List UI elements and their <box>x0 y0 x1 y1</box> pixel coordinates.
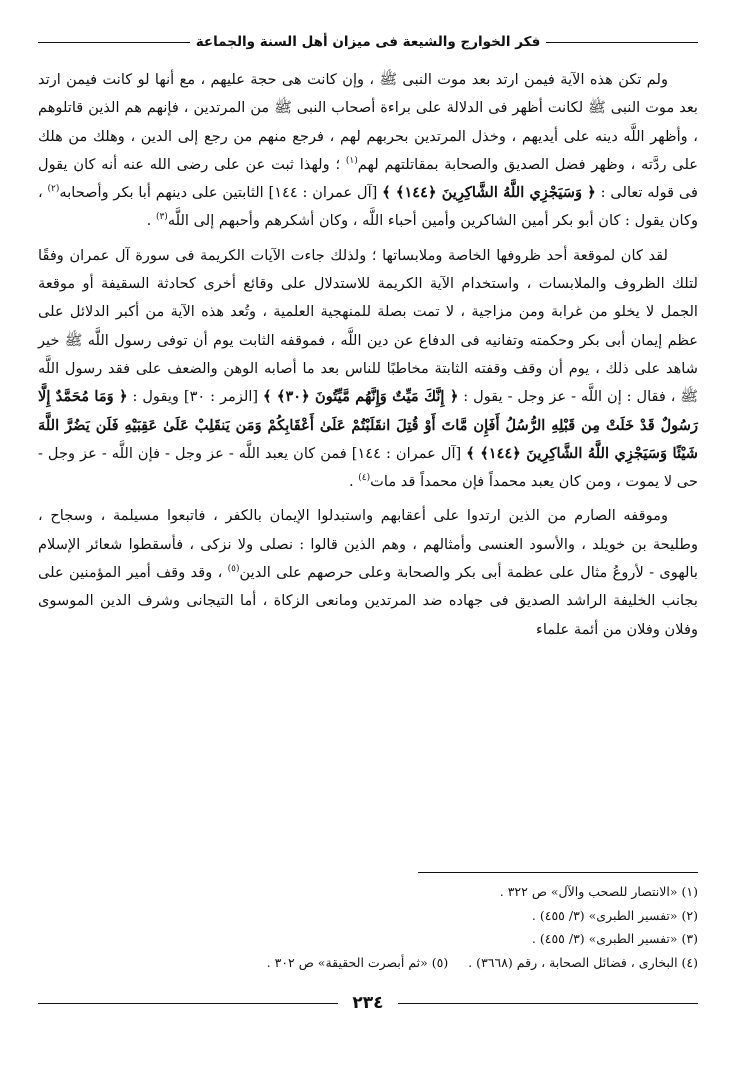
footnote-2: (٢) «تفسير الطبرى» (٣/ ٤٥٥) . <box>531 907 698 923</box>
text-run: [الزمر : ٣٠] ويقول : <box>127 388 263 406</box>
text-run: . <box>349 473 359 491</box>
footnote-ref: (٢) <box>47 184 60 195</box>
page-number: ٢٣٤ <box>352 993 384 1013</box>
page-footer <box>38 992 698 1014</box>
quran-verse: ﴿ وَسَيَجْزِي اللَّهُ الشَّاكِرِينَ ﴿١٤٤﴾ ﴾ <box>382 184 596 202</box>
text-run: لقد كان لموقعة أحد ظروفها الخاصة وملابساتها ؛ ولذلك جاءت الآيات الكريمة فى سورة آل عمران وفقًا لتلك الظروف والملابسات ، واستخدام الآية الكريمة للاستدلال على وقائع أخرى كحادثة السقيفة أو موقعة الجمل لا يخلو من غرابة ومن مزاجية ، لا تمت بصلة للمنهجية العلمية ، وتُعد هذه الآية من أكبر الدلائل على عظم إيمان أبى بكر وحكمته وتفانيه فى الدفاع عن دين اللَّه ، فموقفه الثابت يوم أن توفى رسول اللَّه ﷺ خير شاهد على ذلك ، يوم أن وقف وقفته الثابتة مخاطبًا للناس بعد ما أصابه الوهن والضعف على فقد رسول اللَّه ﷺ ، فقال : إن اللَّه - عز وجل - يقول : <box>38 246 699 406</box>
running-header <box>38 28 698 56</box>
paragraph-3 <box>38 502 698 643</box>
header-rule <box>546 42 698 43</box>
text-run: ، وقد وقف أمير المؤمنين على بجانب الخليفة الراشد الصديق فى جهاده ضد المرتدين ومانعى الزكاة ، أما التيجانى وشرف الدين الموسوى وفلان وفلان من أئمة علماء <box>38 564 698 638</box>
quran-verse: ﴿ إِنَّكَ مَيِّتٌ وَإِنَّهُم مَّيِّتُونَ ﴿٣٠﴾ ﴾ <box>262 388 459 406</box>
footnote-4: (٤) البخارى ، فضائل الصحابة ، رقم (٣٦٦٨) . <box>468 954 698 970</box>
footnote-ref: (٥) <box>227 564 240 575</box>
footer-rule <box>38 1003 338 1004</box>
footnote-3: (٣) «تفسير الطبرى» (٣/ ٤٥٥) . <box>531 931 698 946</box>
header-title: فكر الخوارج والشيعة فى ميزان أهل السنة والجماعة <box>195 34 541 50</box>
header-rule <box>38 42 190 43</box>
paragraph-1 <box>38 66 698 236</box>
footnote-divider <box>418 872 698 873</box>
text-run: ، وكان يقول : كان أبو بكر أمين الشاكرين وأمين أحباء اللَّه ، وكان أشكرهم وأحبهم إلى اللَّه <box>38 184 698 230</box>
text-run: ؛ ولهذا ثبت عن على رضى الله عنه أنه كان يقول فى قوله تعالى : <box>38 155 699 202</box>
footnotes <box>38 880 698 974</box>
text-run: [آل عمران : ١٤٤] الثابتين على دينهم أبا بكر وأصحابه <box>59 184 383 202</box>
text-run: . <box>146 212 156 230</box>
quran-verse: ﴿ وَمَا مُحَمَّدٌ إِلَّا رَسُولٌ قَدْ خَلَتْ مِن قَبْلِهِ الرُّسُلُ أَفَإِن مَّاتَ أَوْ قُتِلَ انقَلَبْتُمْ عَلَىٰ أَعْقَابِكُمْ وَمَن يَنقَلِبْ عَلَىٰ عَقِبَيْهِ فَلَن يَضُرَّ اللَّهَ شَيْئًا وَسَيَجْزِي اللَّهُ الشَّاكِرِينَ ﴿١٤٤﴾ ﴾ <box>38 388 698 462</box>
footnote-1: (١) «الانتصار للصحب والآل» ص ٣٢٢ . <box>499 884 698 899</box>
footnote-row <box>38 951 698 975</box>
footnote-ref: (٤) <box>358 473 371 484</box>
footnote-5: (٥) «ثم أبصرت الحقيقة» ص ٣٠٢ . <box>266 954 449 970</box>
footnote-ref: (٣) <box>155 212 168 223</box>
text-run: وموقفه الصارم من الذين ارتدوا على أعقابهم واستبدلوا الإيمان بالكفر ، فاتبعوا مسيلمة ، وسجاح ، وطليحة بن خويلد ، والأسود العنسى وأمثالهم ، وهم الذين قالوا : نصلى ولا نزكى ، فأسقطوا شعائر الإسلام بالهوى - لأروعُ مثال على عظمة أبى بكر والصحابة وعلى حرصهم على الدين <box>38 507 698 582</box>
text-run: ولم تكن هذه الآية فيمن ارتد بعد موت النبى ﷺ ، وإن كانت هى حجة عليهم ، مع أنها لو كانت فيمن ارتد بعد موت النبى ﷺ لكانت أظهر فى الدلالة على براءة أصحاب النبى ﷺ من المرتدين ، فإنهم هم الذين قاتلوهم ، وأظهر اللَّه دينه على أيديهم ، وخذل المرتدين بحربهم لهم ، فرجع منهم من رجع إلى الدين ، وهلك من هلك على ردَّته ، وظهر فضل الصديق والصحابة بمقاتلتهم لهم <box>38 71 698 173</box>
body-text <box>38 66 698 644</box>
footnote-ref: (١) <box>345 156 358 167</box>
footer-rule <box>398 1003 698 1004</box>
text-run: [آل عمران : ١٤٤] فمن كان يعبد اللَّه - عز وجل - فإن اللَّه - عز وجل - حى لا يموت ، ومن كان يعبد محمداً فإن محمداً قد مات <box>38 444 698 491</box>
paragraph-2 <box>38 242 698 497</box>
